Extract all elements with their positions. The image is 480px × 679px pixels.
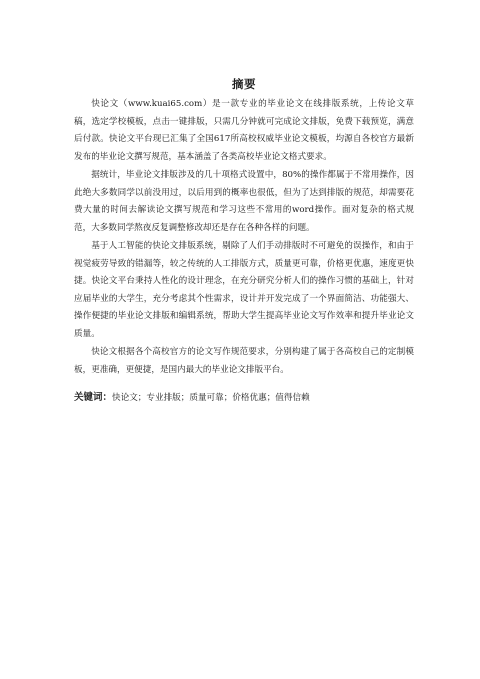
abstract-section <box>74 76 414 407</box>
abstract-paragraph-2: 据统计，毕业论文排版涉及的几十项格式设置中，80%的操作都属于不常用操作，因此绝大多数同学以前没用过，以后用到的概率也很低，但为了达到排版的规范，却需要花费大量的时间去解读论文撰写规范和学习这些不常用的word操作。面对复杂的格式规范，大多数同学熬夜反复调整修改却还是存在各种各样的问题。 <box>74 170 414 233</box>
abstract-paragraph-4: 快论文根据各个高校官方的论文写作规范要求，分别构建了属于各高校自己的定制模板，更准确，更便捷，是国内最大的毕业论文排版平台。 <box>74 347 414 375</box>
keywords-text: 快论文；专业排版；质量可靠；价格优惠；值得信赖 <box>112 393 310 403</box>
abstract-paragraph-1: 快论文（www.kuai65.com）是一款专业的毕业论文在线排版系统，上传论文草稿，选定学校模板，点击一键排版，只需几分钟就可完成论文排版，免费下载预览，满意后付款。快论文平台现已汇集了全国617所高校权威毕业论文模板，均源自各校官方最新发布的毕业论文撰写规范，基本涵盖了各类高校毕业论文格式要求。 <box>74 99 414 162</box>
keywords-label: 关键词： <box>74 392 113 403</box>
keywords-line <box>74 389 414 407</box>
abstract-paragraph-3: 基于人工智能的快论文排版系统，剔除了人们手动排版时不可避免的误操作，和由于视觉疲劳导致的错漏等，较之传统的人工排版方式，质量更可靠，价格更优惠，速度更快捷。快论文平台秉持人性化的设计理念，在充分研究分析人们的操作习惯的基础上，针对应届毕业的大学生，充分考虑其个性需求，设计并开发完成了一个界面简洁、功能强大、操作便捷的毕业论文排版和编辑系统，帮助大学生提高毕业论文写作效率和提升毕业论文质量。 <box>74 241 414 339</box>
abstract-title: 摘要 <box>232 77 256 91</box>
